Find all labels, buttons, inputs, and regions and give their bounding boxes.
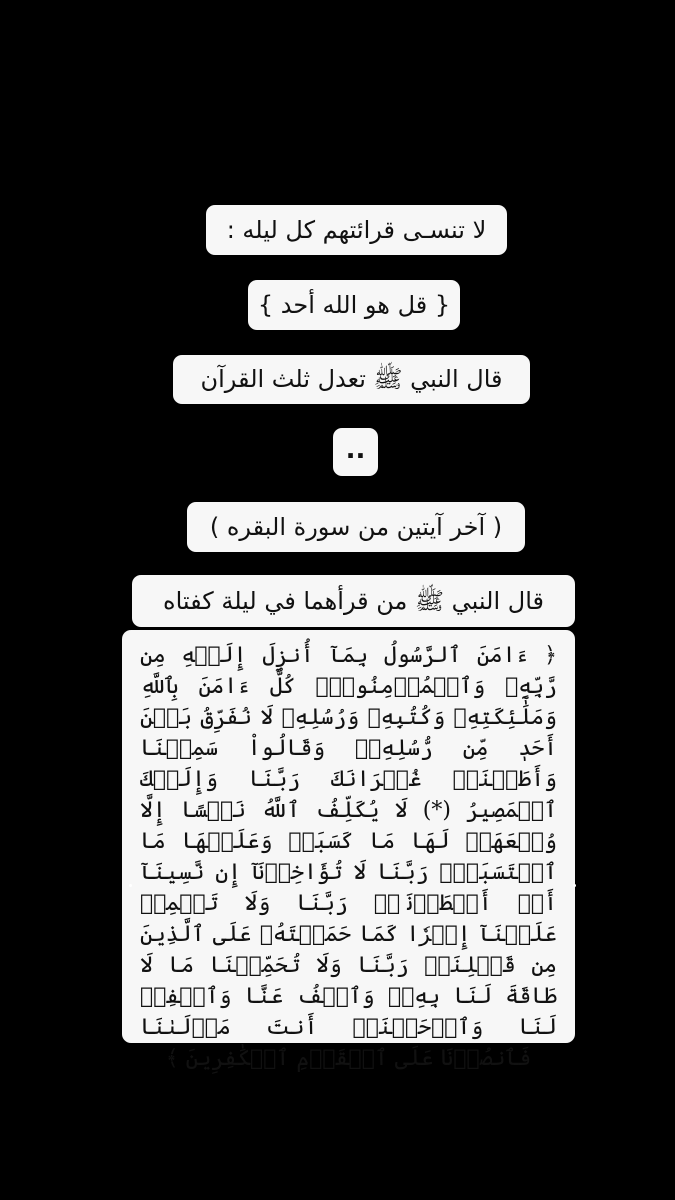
text-line-surah-ikhlas: { قل هو الله أحد } [248, 280, 460, 330]
text-line-hadith-ikhlas: قال النبي ﷺ تعدل ثلث القرآن [173, 355, 530, 404]
text-line-hadith-baqarah: قال النبي ﷺ من قرأهما في ليلة كفتاه [132, 575, 575, 627]
text-line-separator: .. [333, 428, 378, 476]
decorative-dot [573, 884, 576, 887]
text-line-reminder: لا تنسـى قرائتهم كل ليله : [206, 205, 507, 255]
text-line-baqarah-title: ( آخر آيتين من سورة البقره ) [187, 502, 525, 552]
verse-text-block: ﴿ ءَامَنَ ٱلرَّسُولُ بِمَآ أُنزِلَ إِلَيۡهِ مِن رَّبِّهِۦ وَٱلۡمُؤۡمِنُونَۚ كُلٌّ ءَامَنَ بِٱللَّهِ وَمَلَٰٓئِكَتِهِۦ وَكُتُبِهِۦ وَرُسُلِهِۦ لَا نُفَرِّقُ بَيۡنَ أَحَدٖ مِّن رُّسُلِهِۦۚ وَقَالُواْ سَمِعۡنَا وَأَطَعۡنَاۖ غُفۡرَانَكَ رَبَّنَا وَإِلَيۡكَ ٱلۡمَصِيرُ (*) لَا يُكَلِّفُ ٱللَّهُ نَفۡسًا إِلَّا وُسۡعَهَاۚ لَهَا مَا كَسَبَتۡ وَعَلَيۡهَا مَا ٱكۡتَسَبَتۡۗ رَبَّنَا لَا تُؤَاخِذۡنَآ إِن نَّسِينَآ أَوۡ أَخۡطَأۡنَاۚ رَبَّنَا وَلَا تَحۡمِلۡ عَلَيۡنَآ إِصۡرٗا كَمَا حَمَلۡتَهُۥ عَلَى ٱلَّذِينَ مِن قَبۡلِنَاۚ رَبَّنَا وَلَا تُحَمِّلۡنَا مَا لَا طَاقَةَ لَنَا بِهِۦۖ وَٱعۡفُ عَنَّا وَٱغۡفِرۡ لَنَا وَٱرۡحَمۡنَآۚ أَنتَ مَوۡلَىٰنَا فَٱنصُرۡنَا عَلَى ٱلۡقَوۡمِ ٱلۡكَٰفِرِينَ ﴾ [122, 630, 575, 1043]
decorative-dot [129, 884, 132, 887]
